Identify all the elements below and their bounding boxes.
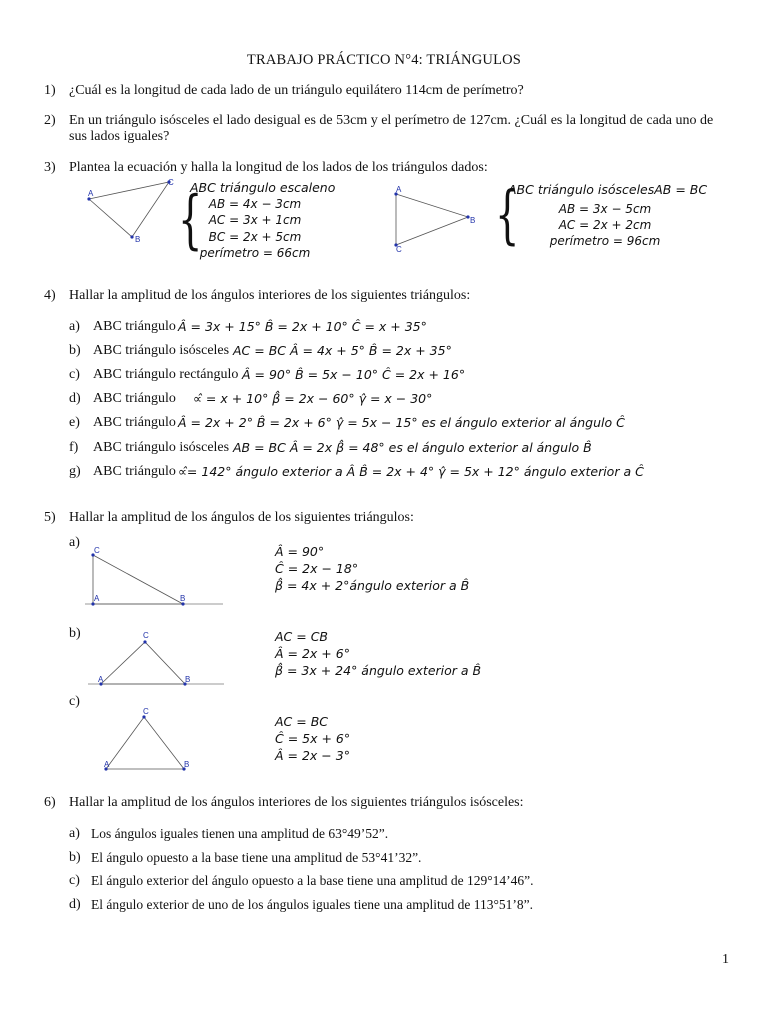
q3-fig1-line-1: ABC triángulo escaleno — [190, 180, 336, 195]
q4-item-g-prefix: ABC triángulo — [93, 464, 176, 479]
question-5-text: Hallar la amplitud de los ángulos de los siguientes triángulos: — [69, 510, 414, 525]
q4-item-d-letter: d) — [69, 391, 81, 406]
q5a-line-1: Â = 90° — [275, 544, 325, 559]
q4-item-f-prefix: ABC triángulo isósceles — [93, 440, 230, 455]
q3-fig2-label-b: B — [470, 216, 476, 225]
q6-item-c-text: El ángulo exterior del ángulo opuesto a la base tiene una amplitud de 129°14’46”. — [91, 873, 534, 888]
q3-fig1-line-5: perímetro = 66cm — [199, 246, 311, 260]
q3-triangle-1 — [80, 175, 180, 250]
q3-fig1-label-b: B — [135, 235, 141, 244]
q4-item-f-math: AB = BC Â = 2x β̂ = 48° es el ángulo exterior al ángulo B̂ — [233, 440, 592, 455]
q5b-line-2: Â = 2x + 6° — [275, 646, 350, 661]
q6-item-b-letter: b) — [69, 850, 81, 865]
q3-fig2-line-2: AB = 3x − 5cm — [558, 202, 652, 216]
question-4-text: Hallar la amplitud de los ángulos interiores de los siguientes triángulos: — [69, 288, 471, 303]
q3-fig1-label-c: C — [168, 178, 174, 187]
question-5-number: 5) — [44, 510, 56, 525]
q5b-line-1: AC = CB — [275, 629, 329, 644]
question-2-number: 2) — [44, 113, 56, 128]
q3-fig1-line-2: AB = 4x − 3cm — [208, 197, 302, 211]
q4-item-d-math: ∝̂ = x + 10° β̂ = 2x − 60° γ̂ = x − 30° — [193, 391, 433, 406]
q5-triangle-a — [85, 545, 225, 610]
q5a-label-b: B — [180, 594, 186, 603]
q5c-line-3: Â = 2x − 3° — [275, 748, 350, 763]
q4-item-b-math: AC = BC Â = 4x + 5° B̂ = 2x + 35° — [233, 343, 452, 358]
q4-item-c-letter: c) — [69, 367, 80, 382]
q5c-label-c: C — [143, 707, 149, 716]
q4-item-e-math: Â = 2x + 2° B̂ = 2x + 6° γ̂ = 5x − 15° es el ángulo exterior al ángulo Ĉ — [178, 415, 625, 430]
q4-item-b-prefix: ABC triángulo isósceles — [93, 343, 230, 358]
q4-item-b-letter: b) — [69, 343, 81, 358]
q4-item-c-math: Â = 90° B̂ = 5x − 10° Ĉ = 2x + 16° — [242, 367, 466, 382]
q6-item-a-letter: a) — [69, 826, 80, 841]
q5b-label-b: B — [185, 675, 191, 684]
q5a-line-3: β̂ = 4x + 2°ángulo exterior a B̂ — [275, 578, 470, 593]
q4-item-e-prefix: ABC triángulo — [93, 415, 176, 430]
q5c-label-a: A — [104, 760, 110, 769]
q5b-label-c: C — [143, 631, 149, 640]
q3-fig2-line-4: perímetro = 96cm — [549, 234, 661, 248]
q3-fig1-line-3: AC = 3x + 1cm — [208, 213, 302, 227]
q4-item-d-prefix: ABC triángulo — [93, 391, 176, 406]
q3-fig2-label-c: C — [396, 245, 402, 254]
q5a-label-a: A — [94, 594, 100, 603]
q3-fig2-line-1: ABC triángulo isóscelesAB = BC — [508, 182, 708, 197]
question-6-text: Hallar la amplitud de los ángulos interiores de los siguientes triángulos isósceles: — [69, 795, 524, 810]
q5-item-b-letter: b) — [69, 626, 81, 641]
q5-triangle-c — [98, 705, 198, 775]
q4-item-a-prefix: ABC triángulo — [93, 319, 176, 334]
q3-fig1-brace: { — [178, 183, 203, 257]
q5c-line-1: AC = BC — [275, 714, 329, 729]
q4-item-g-math: ∝̂= 142° ángulo exterior a Â B̂ = 2x + 4° γ̂ = 5x + 12° ángulo exterior a Ĉ — [178, 464, 644, 479]
question-4-number: 4) — [44, 288, 56, 303]
q3-fig1-line-4: BC = 2x + 5cm — [208, 230, 302, 244]
question-1-number: 1) — [44, 83, 56, 98]
q5b-line-3: β̂ = 3x + 24° ángulo exterior a B̂ — [275, 663, 482, 678]
q5a-label-c: C — [94, 546, 100, 555]
q6-item-b-text: El ángulo opuesto a la base tiene una amplitud de 53°41’32”. — [91, 850, 422, 865]
q5-item-c-letter: c) — [69, 694, 80, 709]
q5c-line-2: Ĉ = 5x + 6° — [275, 731, 351, 746]
q6-item-d-letter: d) — [69, 897, 81, 912]
q4-item-g-letter: g) — [69, 464, 81, 479]
q3-fig2-brace: { — [495, 178, 520, 252]
q3-triangle-2 — [390, 185, 490, 260]
q4-item-e-letter: e) — [69, 415, 80, 430]
q6-item-c-letter: c) — [69, 873, 80, 888]
question-3-number: 3) — [44, 160, 56, 175]
question-6-number: 6) — [44, 795, 56, 810]
page-number: 1 — [722, 952, 729, 967]
q3-fig1-label-a: A — [88, 189, 94, 198]
q5b-label-a: A — [98, 675, 104, 684]
question-3-text: Plantea la ecuación y halla la longitud de los lados de los triángulos dados: — [69, 160, 488, 175]
question-2-line-1: En un triángulo isósceles el lado desigual es de 53cm y el perímetro de 127cm. ¿Cuál es la longitud de cada uno de — [69, 113, 714, 128]
q4-item-c-prefix: ABC triángulo rectángulo — [93, 367, 239, 382]
q5-item-a-letter: a) — [69, 535, 80, 550]
q6-item-d-text: El ángulo exterior de uno de los ángulos iguales tiene una amplitud de 113°51’8”. — [91, 897, 534, 912]
question-2-line-2: sus lados iguales? — [69, 129, 170, 144]
q4-item-a-math: Â = 3x + 15° B̂ = 2x + 10° Ĉ = x + 35° — [178, 319, 427, 334]
q5a-line-2: Ĉ = 2x − 18° — [275, 561, 359, 576]
q5-triangle-b — [88, 628, 228, 688]
q5c-label-b: B — [184, 760, 190, 769]
q4-item-f-letter: f) — [69, 440, 79, 455]
page-title: TRABAJO PRÁCTICO N°4: TRIÁNGULOS — [246, 52, 522, 68]
q6-item-a-text: Los ángulos iguales tienen una amplitud de 63°49’52”. — [91, 826, 389, 841]
q3-fig2-label-a: A — [396, 185, 402, 194]
q4-item-a-letter: a) — [69, 319, 80, 334]
q3-fig2-line-3: AC = 2x + 2cm — [558, 218, 652, 232]
question-1-text: ¿Cuál es la longitud de cada lado de un triángulo equilátero 114cm de perímetro? — [69, 83, 524, 98]
